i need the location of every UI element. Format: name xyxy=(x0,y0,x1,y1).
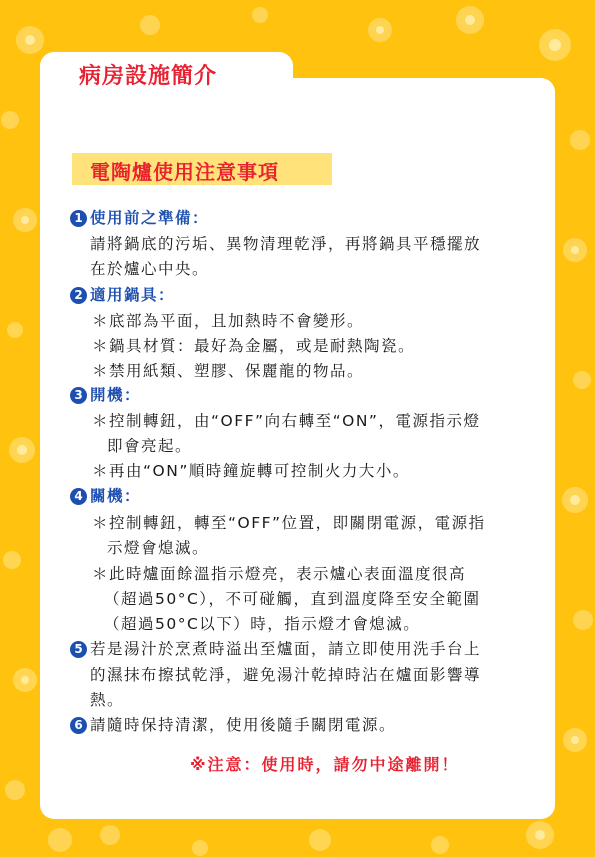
section-1-line-2: 在於爐心中央。 xyxy=(90,260,210,278)
section-2-line-1: ＊底部為平面，且加熱時不會變形。 xyxy=(92,312,365,330)
section-4-line-2: 示燈會熄滅。 xyxy=(107,539,210,557)
section-2-line-3: ＊禁用紙類、塑膠、保麗龍的物品。 xyxy=(92,362,365,380)
section-4-line-4: （超過50°C），不可碰觸，直到溫度降至安全範圍 xyxy=(104,590,481,608)
section-5-line-2: 的濕抹布擦拭乾淨，避免湯汁乾掉時沾在爐面影響導 xyxy=(90,666,482,684)
section-5-line-1: 若是湯汁於烹煮時溢出至爐面，請立即使用洗手台上 xyxy=(90,640,482,658)
section-3-line-3: ＊再由“ON”順時鐘旋轉可控制火力大小。 xyxy=(92,462,410,480)
section-heading-2: 適用鍋具： xyxy=(90,286,176,304)
number-badge-2: 2 xyxy=(70,287,87,304)
section-6-line-1: 請隨時保持清潔，使用後隨手關閉電源。 xyxy=(90,716,397,734)
section-4-line-3: ＊此時爐面餘溫指示燈亮，表示爐心表面溫度很高 xyxy=(92,565,467,583)
number-badge-3: 3 xyxy=(70,387,87,404)
section-4-line-1: ＊控制轉鈕，轉至“OFF”位置，即關閉電源，電源指 xyxy=(92,514,486,532)
section-3-line-2: 即會亮起。 xyxy=(107,437,193,455)
section-heading-1: 使用前之準備： xyxy=(90,209,210,227)
section-2-line-2: ＊鍋具材質：最好為金屬，或是耐熱陶瓷。 xyxy=(92,337,416,355)
section-heading-4: 關機： xyxy=(90,487,142,505)
section-heading-3: 開機： xyxy=(90,386,142,404)
number-badge-6: 6 xyxy=(70,717,87,734)
section-1-line-1: 請將鍋底的污垢、異物清理乾淨，再將鍋具平穩擺放 xyxy=(90,235,482,253)
number-badge-4: 4 xyxy=(70,488,87,505)
number-badge-1: 1 xyxy=(70,210,87,227)
subtitle: 電陶爐使用注意事項 xyxy=(90,160,279,184)
section-3-line-1: ＊控制轉鈕，由“OFF”向右轉至“ON”，電源指示燈 xyxy=(92,412,481,430)
section-5-line-3: 熱。 xyxy=(90,691,125,709)
section-4-line-5: （超過50°C以下）時，指示燈才會熄滅。 xyxy=(104,615,421,633)
number-badge-5: 5 xyxy=(70,641,87,658)
page-title: 病房設施簡介 xyxy=(79,64,218,89)
warning-note: ※注意：使用時，請勿中途離開！ xyxy=(190,755,460,774)
